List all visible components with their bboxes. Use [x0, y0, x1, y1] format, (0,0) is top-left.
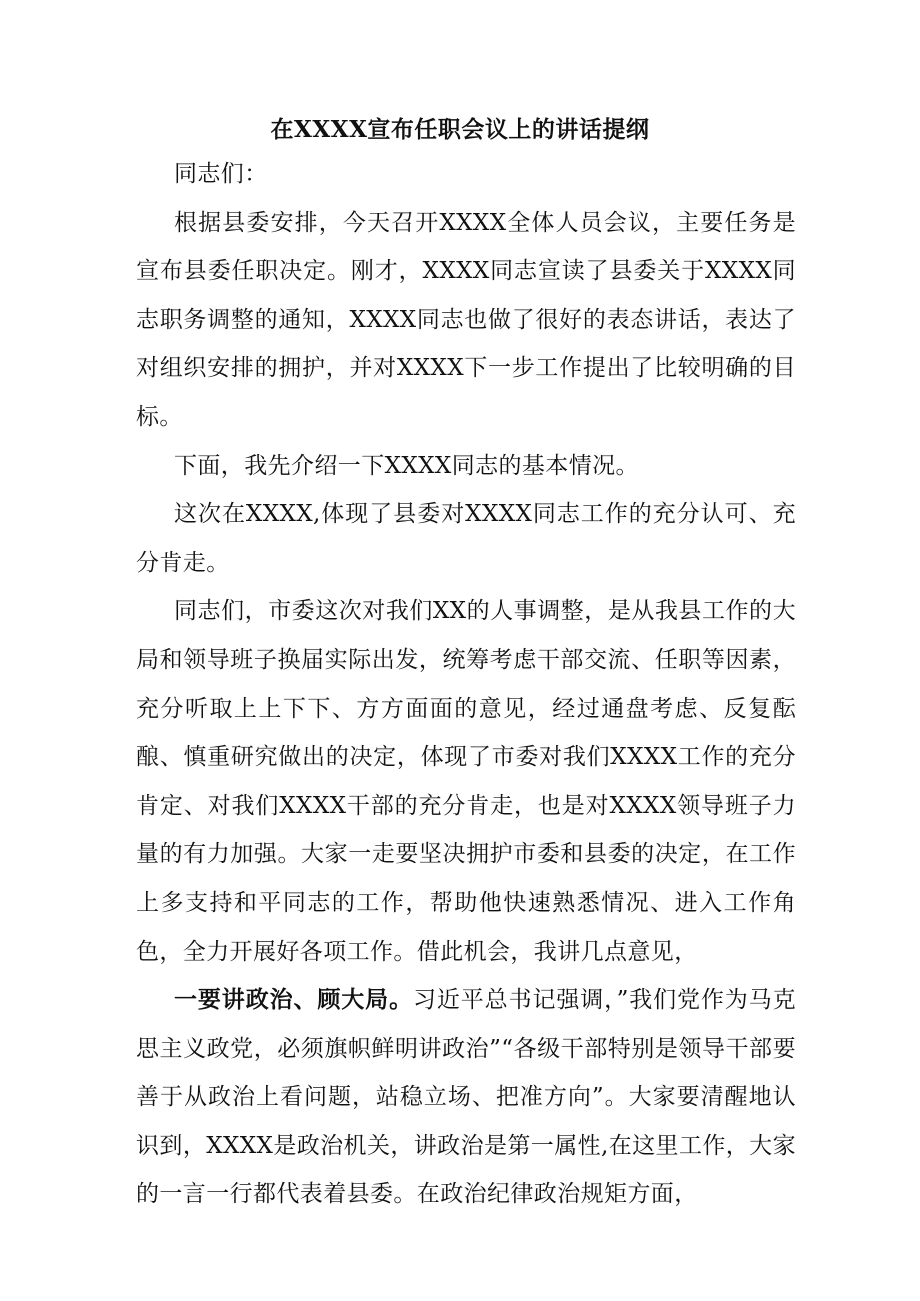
- salutation: 同志们：: [174, 161, 268, 187]
- point-one-paragraph: [136, 976, 796, 1219]
- paragraph-4: 同志们，市委这次对我们XX的人事调整，是从我县工作的大局和领导班子换届实际出发，统筹考虑干部交流、任职等因素，充分听取上上下下、方方面面的意见，经过通盘考虑、反复酝酿、慎重研究做出的决定，体现了市委对我们XXXX工作的充分肯定、对我们XXXX干部的充分肯走，也是对XXXX领导班子力量的有力加强。大家一走要坚决拥护市委和县委的决定，在工作上多支持和平同志的工作，帮助他快速熟悉情况、进入工作角色，全力开展好各项工作。借此机会，我讲几点意见，: [136, 598, 796, 965]
- point-one-heading: 一要讲政治、顾大局。: [174, 986, 413, 1014]
- document-body: [136, 150, 796, 1219]
- paragraph-3: 这次在XXXX,体现了县委对XXXX同志工作的充分认可、充分肯走。: [136, 501, 796, 576]
- paragraph-1: 根据县委安排，今天召开XXXX全体人员会议，主要任务是宣布县委任职决定。刚才，XXXX同志宣读了县委关于XXXX同志职务调整的通知，XXXX同志也做了很好的表态讲话，表达了对组织安排的拥护，并对XXXX下一步工作提出了比较明确的目标。: [136, 209, 796, 430]
- paragraph-2: 下面，我先介绍一下XXXX同志的基本情况。: [174, 452, 639, 479]
- document-title: 在XXXX宣布任职会议上的讲话提纲: [270, 116, 650, 143]
- point-one-text: 习近平总书记强调，”我们党作为马克思主义政党，必须旗帜鲜明讲政治”“各级干部特别是领导干部要善于从政治上看问题，站稳立场、把准方向”。大家要清醒地认识到，XXXX是政治机关，讲政治是第一属性,在这里工作，大家的一言一行都代表着县委。在政治纪律政治规矩方面，: [136, 987, 797, 1208]
